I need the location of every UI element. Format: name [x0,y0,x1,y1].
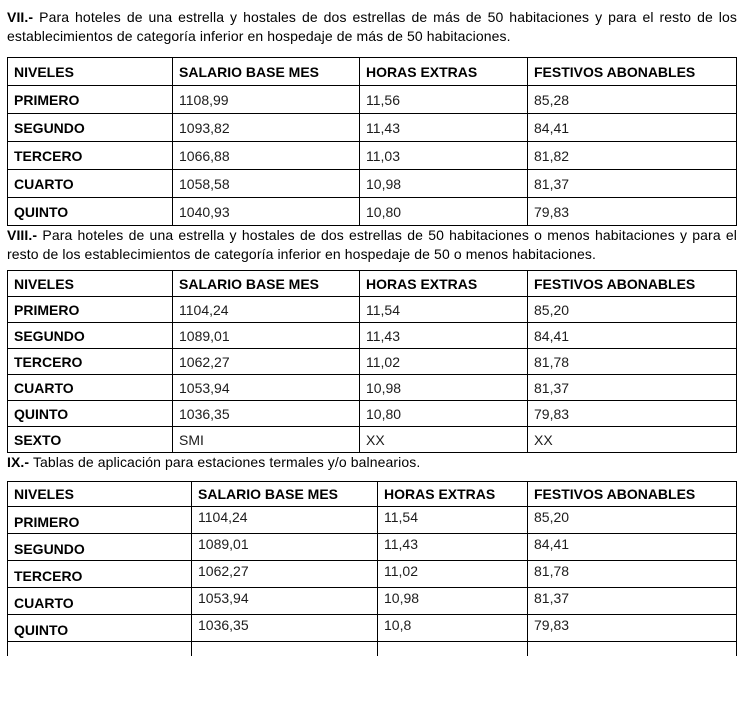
value-cell: 1053,94 [173,375,360,401]
section-ix [7,453,737,656]
level-cell: QUINTO [8,615,192,642]
value-cell: 10,98 [378,588,528,615]
value-cell: 1104,24 [173,297,360,323]
table-row [8,401,737,427]
header-niveles: NIVELES [8,271,173,297]
header-horas-extras: HORAS EXTRAS [360,271,528,297]
table-row [8,615,737,642]
section-vii-intro [7,8,737,46]
value-cell: 11,56 [360,86,528,114]
section-viii-label: VIII.- [7,227,38,243]
table-row [8,507,737,534]
header-festivos-abonables: FESTIVOS ABONABLES [528,58,737,86]
header-salario-base-mes: SALARIO BASE MES [192,482,378,507]
value-cell: 11,43 [360,114,528,142]
section-viii-intro-text: Para hoteles de una estrella y hostales de dos estrellas de 50 habitaciones o menos habitaciones y para el resto de los establecimientos de categoría inferior en hospedaje de 50 o menos habitaciones. [7,227,737,262]
value-cell: 84,41 [528,323,737,349]
header-festivos-abonables: FESTIVOS ABONABLES [528,271,737,297]
section-viii [7,226,737,453]
value-cell: SMI [173,427,360,453]
section-vii-label: VII.- [7,9,34,25]
level-cell: PRIMERO [8,86,173,114]
value-cell: 85,28 [528,86,737,114]
value-cell: 11,03 [360,142,528,170]
value-cell: 1062,27 [173,349,360,375]
value-cell: 81,37 [528,375,737,401]
value-cell: 1036,35 [173,401,360,427]
level-cell [8,642,192,656]
header-niveles: NIVELES [8,58,173,86]
value-cell: 11,54 [360,297,528,323]
table-row [8,198,737,226]
table-row [8,170,737,198]
value-cell: 10,80 [360,401,528,427]
level-cell: CUARTO [8,375,173,401]
level-cell: SEGUNDO [8,323,173,349]
table-row [8,588,737,615]
section-ix-intro-text: Tablas de aplicación para estaciones termales y/o balnearios. [32,454,421,470]
table-row [8,114,737,142]
value-cell: 85,20 [528,507,737,534]
table-row [8,375,737,401]
table-row [8,427,737,453]
header-salario-base-mes: SALARIO BASE MES [173,58,360,86]
value-cell: XX [360,427,528,453]
section-vii [7,8,737,226]
level-cell: TERCERO [8,142,173,170]
value-cell: 1108,99 [173,86,360,114]
level-cell: PRIMERO [8,507,192,534]
table-row [8,323,737,349]
value-cell: 1053,94 [192,588,378,615]
value-cell: 84,41 [528,114,737,142]
header-horas-extras: HORAS EXTRAS [360,58,528,86]
value-cell: 11,43 [360,323,528,349]
value-cell: 10,80 [360,198,528,226]
header-horas-extras: HORAS EXTRAS [378,482,528,507]
value-cell: 1089,01 [173,323,360,349]
level-cell: QUINTO [8,401,173,427]
value-cell: 1036,35 [192,615,378,642]
value-cell: 81,78 [528,561,737,588]
salary-table-ix [7,481,737,656]
value-cell: 81,37 [528,170,737,198]
level-cell: SEXTO [8,427,173,453]
value-cell: 10,98 [360,375,528,401]
salary-table-vii [7,57,737,226]
value-cell: 11,43 [378,534,528,561]
value-cell: 81,78 [528,349,737,375]
header-niveles: NIVELES [8,482,192,507]
value-cell: 81,82 [528,142,737,170]
value-cell: 85,20 [528,297,737,323]
value-cell: 11,54 [378,507,528,534]
level-cell: SEGUNDO [8,534,192,561]
truncated-table-row [8,642,737,656]
level-cell: TERCERO [8,561,192,588]
value-cell: 81,37 [528,588,737,615]
value-cell: 10,8 [378,615,528,642]
table-row [8,349,737,375]
table-header-row [8,482,737,507]
value-cell: 84,41 [528,534,737,561]
table-row [8,297,737,323]
level-cell: CUARTO [8,170,173,198]
header-salario-base-mes: SALARIO BASE MES [173,271,360,297]
section-viii-intro [7,226,737,264]
value-cell: 1058,58 [173,170,360,198]
value-cell [378,642,528,656]
table-row [8,86,737,114]
table-row [8,561,737,588]
section-ix-label: IX.- [7,454,30,470]
value-cell: 79,83 [528,198,737,226]
level-cell: TERCERO [8,349,173,375]
value-cell: 1066,88 [173,142,360,170]
value-cell: 11,02 [360,349,528,375]
table-row [8,142,737,170]
value-cell: 11,02 [378,561,528,588]
table-row [8,534,737,561]
value-cell [192,642,378,656]
value-cell [528,642,737,656]
value-cell: 1093,82 [173,114,360,142]
level-cell: QUINTO [8,198,173,226]
value-cell: 79,83 [528,615,737,642]
level-cell: PRIMERO [8,297,173,323]
table-header-row [8,271,737,297]
value-cell: 1040,93 [173,198,360,226]
value-cell: 1089,01 [192,534,378,561]
value-cell: 1104,24 [192,507,378,534]
salary-table-viii [7,270,737,453]
level-cell: CUARTO [8,588,192,615]
value-cell: 79,83 [528,401,737,427]
table-header-row [8,58,737,86]
value-cell: 10,98 [360,170,528,198]
section-vii-intro-text: Para hoteles de una estrella y hostales de dos estrellas de más de 50 habitaciones y para el resto de los establecimientos de categoría inferior en hospedaje de más de 50 habitaciones. [7,9,737,44]
section-ix-intro [7,453,737,472]
header-festivos-abonables: FESTIVOS ABONABLES [528,482,737,507]
value-cell: 1062,27 [192,561,378,588]
level-cell: SEGUNDO [8,114,173,142]
value-cell: XX [528,427,737,453]
